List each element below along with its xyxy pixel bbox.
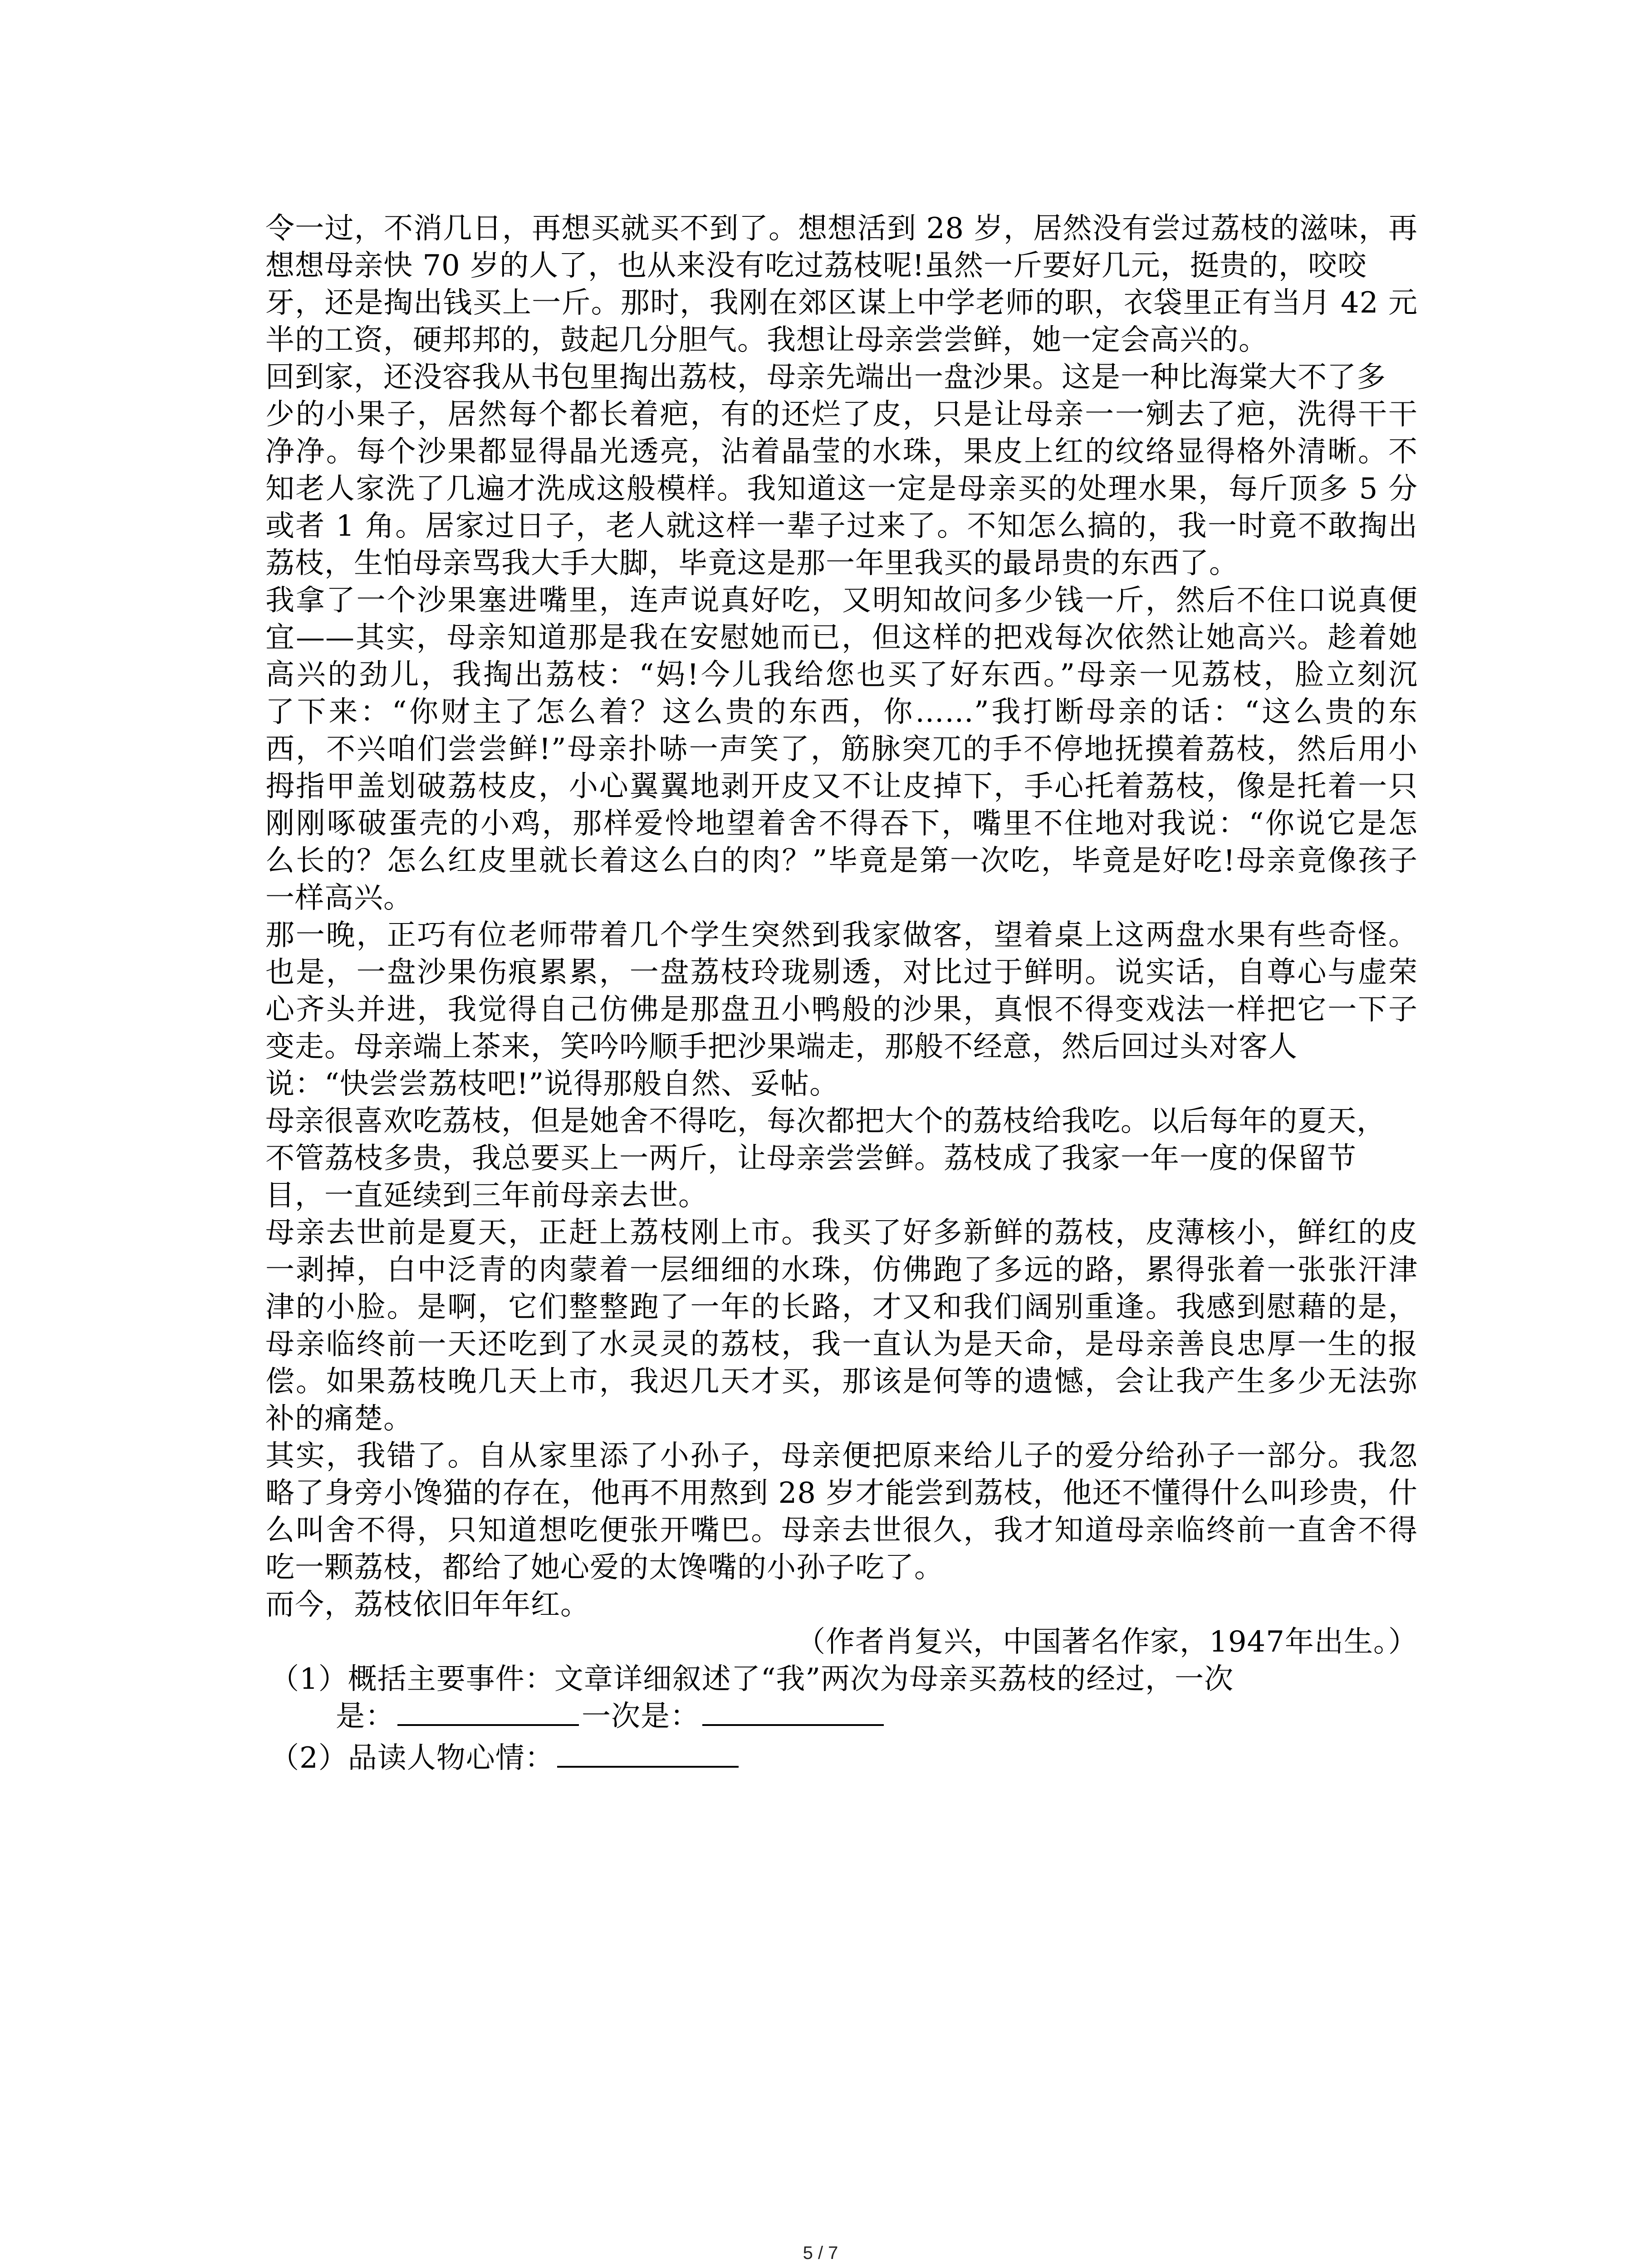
article-line: 津的小脸。是啊，它们整整跑了一年的长路，才又和我们阔别重逢。我感到慰藉的是， [265, 1290, 1418, 1324]
article-line: 偿。如果荔枝晚几天上市，我迟几天才买，那该是何等的遗憾，会让我产生多少无法弥 [265, 1365, 1418, 1398]
article-line: 我拿了一个沙果塞进嘴里，连声说真好吃，又明知故问多少钱一斤，然后不住口说真便 [265, 584, 1418, 617]
question-1-another-label: 一次是： [582, 1700, 700, 1733]
article-line: 宜——其实，母亲知道那是我在安慰她而已，但这样的把戏每次依然让她高兴。趁着她 [265, 621, 1418, 655]
article-line: 其实，我错了。自从家里添了小孙子，母亲便把原来给儿子的爱分给孙子一部分。我忽 [265, 1439, 1418, 1473]
question-1-answers [265, 1698, 1418, 1735]
question-1-text: （1）概括主要事件：文章详细叙述了“我”两次为母亲买荔枝的经过，一次 [270, 1662, 1234, 1696]
article-line: 说：“快尝尝荔枝吧!”说得那般自然、妥帖。 [265, 1067, 839, 1101]
page-number: 5 / 7 [803, 2243, 838, 2263]
article-line: 不管荔枝多贵，我总要买上一两斤，让母亲尝尝鲜。荔枝成了我家一年一度的保留节 [265, 1142, 1357, 1175]
article-line: 补的痛楚。 [265, 1402, 413, 1436]
article-line: 半的工资，硬邦邦的，鼓起几分胆气。我想让母亲尝尝鲜，她一定会高兴的。 [265, 323, 1268, 357]
answer-blank-1[interactable] [397, 1720, 579, 1726]
article-line: 心齐头并进，我觉得自己仿佛是那盘丑小鸭般的沙果，真恨不得变戏法一样把它一下子 [265, 993, 1418, 1026]
article-line: 牙，还是掏出钱买上一斤。那时，我刚在郊区谋上中学老师的职，衣袋里正有当月 42 元 [265, 286, 1418, 320]
article-line: 母亲去世前是夏天，正赶上荔枝刚上市。我买了好多新鲜的荔枝，皮薄核小，鲜红的皮 [265, 1216, 1418, 1250]
article-line: 回到家，还没容我从书包里掏出荔枝，母亲先端出一盘沙果。这是一种比海棠大不了多 [265, 361, 1386, 394]
question-2 [265, 1740, 1418, 1777]
article-line: 母亲很喜欢吃荔枝，但是她舍不得吃，每次都把大个的荔枝给我吃。以后每年的夏天， [265, 1105, 1386, 1138]
article-line: 刚刚啄破蛋壳的小鸡，那样爱怜地望着舍不得吞下，嘴里不住地对我说：“你说它是怎 [265, 807, 1418, 841]
question-2-text: （2）品读人物心情： [270, 1741, 554, 1775]
article-line: 而今，荔枝依旧年年红。 [265, 1588, 590, 1622]
article-line: 令一过，不消几日，再想买就买不到了。想想活到 28 岁，居然没有尝过荔枝的滋味，再 [265, 212, 1418, 245]
article-line: 高兴的劲儿，我掏出荔枝：“妈!今儿我给您也买了好东西。”母亲一见荔枝，脸立刻沉 [265, 658, 1418, 692]
question-1 [265, 1661, 1418, 1698]
article-line: 净净。每个沙果都显得晶光透亮，沾着晶莹的水珠，果皮上红的纹络显得格外清晰。不 [265, 435, 1418, 469]
article-line: 么长的？怎么红皮里就长着这么白的肉？”毕竟是第一次吃，毕竟是好吃!母亲竟像孩子 [265, 844, 1418, 878]
article-line: 荔枝，生怕母亲骂我大手大脚，毕竟这是那一年里我买的最昂贵的东西了。 [265, 547, 1239, 580]
article-line: 那一晚，正巧有位老师带着几个学生突然到我家做客，望着桌上这两盘水果有些奇怪。 [265, 919, 1418, 952]
article-line: 一剥掉，白中泛青的肉蒙着一层细细的水珠，仿佛跑了多远的路，累得张着一张张汗津 [265, 1253, 1418, 1287]
article-line: 略了身旁小馋猫的存在，他再不用熬到 28 岁才能尝到荔枝，他还不懂得什么叫珍贵，什 [265, 1476, 1418, 1510]
article-line: 也是，一盘沙果伤痕累累，一盘荔枝玲珑剔透，对比过于鲜明。说实话，自尊心与虚荣 [265, 956, 1418, 989]
article-line: 了下来：“你财主了怎么着？这么贵的东西，你……”我打断母亲的话：“这么贵的东 [265, 695, 1418, 729]
answer-blank-2[interactable] [702, 1720, 884, 1726]
article-body [265, 210, 1418, 1777]
answer-blank-3[interactable] [557, 1761, 739, 1768]
article-line: 或者 1 角。居家过日子，老人就这样一辈子过来了。不知怎么搞的，我一时竟不敢掏出 [265, 509, 1418, 543]
article-line: 知老人家洗了几遍才洗成这般模样。我知道这一定是母亲买的处理水果，每斤顶多 5 分 [265, 472, 1418, 506]
article-line: 拇指甲盖划破荔枝皮，小心翼翼地剥开皮又不让皮掉下，手心托着荔枝，像是托着一只 [265, 770, 1418, 803]
article-line: 吃一颗荔枝，都给了她心爱的太馋嘴的小孙子吃了。 [265, 1551, 944, 1584]
article-line: 想想母亲快 70 岁的人了，也从来没有吃过荔枝呢!虽然一斤要好几元，挺贵的，咬咬 [265, 249, 1367, 283]
article-line: 西，不兴咱们尝尝鲜!”母亲扑哧一声笑了，筋脉突兀的手不停地抚摸着荔枝，然后用小 [265, 733, 1418, 766]
article-line: 母亲临终前一天还吃到了水灵灵的荔枝，我一直认为是天命，是母亲善良忠厚一生的报 [265, 1328, 1418, 1361]
question-1-is-label: 是： [336, 1700, 395, 1733]
article-attribution: （作者肖复兴，中国著名作家，1947年出生。） [796, 1625, 1418, 1659]
article-line: 变走。母亲端上茶来，笑吟吟顺手把沙果端走，那般不经意，然后回过头对客人 [265, 1030, 1298, 1064]
article-line: 么叫舍不得，只知道想吃便张开嘴巴。母亲去世很久，我才知道母亲临终前一直舍不得 [265, 1514, 1418, 1547]
article-line: 目，一直延续到三年前母亲去世。 [265, 1179, 708, 1212]
article-line: 一样高兴。 [265, 881, 413, 915]
article-line: 少的小果子，居然每个都长着疤，有的还烂了皮，只是让母亲一一剜去了疤，洗得干干 [265, 398, 1418, 431]
